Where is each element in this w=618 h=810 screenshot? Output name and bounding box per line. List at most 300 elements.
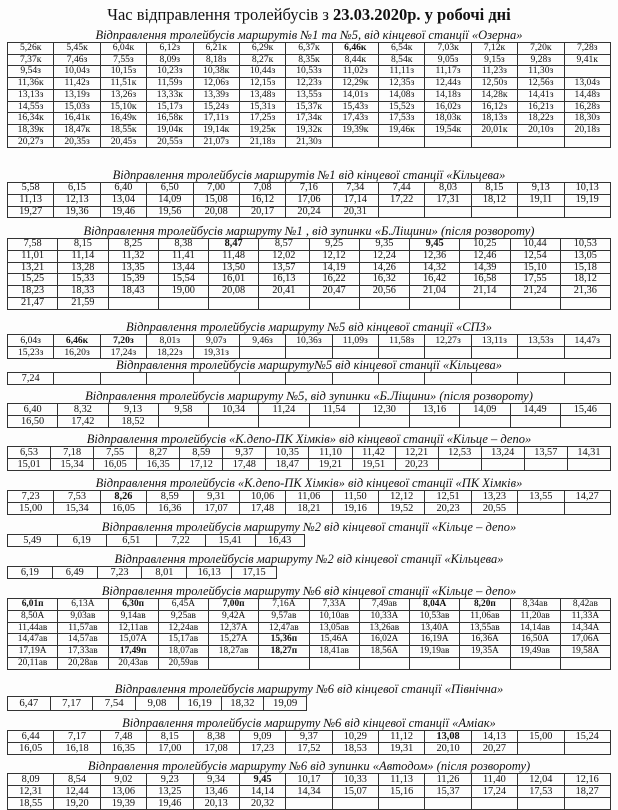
departure-time: 11,09з [332,335,378,347]
departure-time: 14,28к [471,89,517,101]
departure-time: 8,25 [108,239,158,251]
departure-time [332,136,378,148]
table-row [8,622,611,634]
departure-time: 11,59з [147,78,193,90]
departure-time: 9,13 [518,183,564,195]
departure-time: 15,31з [239,101,285,113]
departure-time: 11,17з [425,66,471,78]
departure-time: 8,27 [137,447,180,459]
departure-time [564,66,611,78]
departure-time: 13,05 [560,250,610,262]
departure-time: 16,05 [94,459,137,471]
schedule-table [7,238,611,310]
departure-time: 15,00 [8,503,54,515]
departure-time: 13,05ав [309,622,359,634]
departure-time: 12,29к [332,78,378,90]
departure-time [518,136,564,148]
departure-time: 21,24 [510,286,560,298]
departure-time: 8,59 [180,447,223,459]
departure-time [259,416,309,428]
departure-time: 10,35 [266,447,309,459]
departure-time: 21,59 [58,297,108,309]
departure-time: 19,21 [309,459,352,471]
departure-time: 13,04 [100,194,146,206]
departure-time: 16,41к [54,113,100,125]
departure-time: 7,00п [209,599,259,611]
departure-time: 9,08 [136,697,179,711]
departure-time: 19,14к [193,124,239,136]
departure-time: 18,03к [425,113,471,125]
departure-time: 12,13 [54,194,100,206]
schedule-table [7,182,611,218]
departure-time: 19,46 [147,798,193,810]
departure-time: 10,29 [332,731,378,743]
departure-time: 7,12к [471,43,517,55]
departure-time [460,297,510,309]
departure-time: 11,57ав [58,622,108,634]
schedule-table [7,598,611,670]
departure-time: 12,12 [309,250,359,262]
departure-time: 20,55з [147,136,193,148]
schedule-table [7,403,611,428]
departure-time: 8,42ав [560,599,610,611]
departure-time: 9,28з [518,54,564,66]
departure-time: 8,32 [58,404,108,416]
departure-time: 17,48 [223,459,266,471]
departure-time [410,416,460,428]
table-row [8,731,611,743]
departure-time: 18,13з [471,113,517,125]
departure-time: 5,49 [8,535,58,547]
departure-time [564,373,611,385]
departure-time: 19,36 [54,206,100,218]
departure-time [438,459,481,471]
departure-time: 11,36к [8,78,54,90]
departure-time [286,347,332,359]
departure-time: 19,20 [54,798,100,810]
departure-time: 20,10 [425,743,471,755]
departure-time: 12,24 [359,250,409,262]
departure-time: 6,47 [8,697,51,711]
departure-time: 16,13 [187,567,232,579]
departure-time: 16,35 [100,743,146,755]
departure-time: 6,40 [8,404,58,416]
departure-time [209,657,259,669]
departure-time: 18,07ав [158,646,208,658]
table-row [8,239,611,251]
departure-time: 16,19А [410,634,460,646]
departure-time: 15,07А [108,634,158,646]
departure-time [564,136,611,148]
departure-time: 18,39к [8,124,54,136]
departure-time: 19,27 [8,206,54,218]
table-row [8,124,611,136]
departure-time [460,657,510,669]
section-title: Відправлення тролейбусів маршруту №5 від кінцевої станції «СПЗ» [125,320,492,334]
departure-time [564,503,611,515]
departure-time: 15,27А [209,634,259,646]
departure-time: 12,11ав [108,622,158,634]
departure-time: 18,27п [259,646,309,658]
departure-time: 11,02з [332,66,378,78]
departure-time: 7,46з [54,54,100,66]
table-row [8,373,611,385]
table-row [8,206,611,218]
table-row [8,786,611,798]
departure-time: 6,19 [57,535,107,547]
departure-time: 13,48з [239,89,285,101]
schedule-table [7,42,611,148]
departure-time: 20,45з [100,136,146,148]
departure-time: 11,58з [379,335,425,347]
departure-time: 13,35 [108,262,158,274]
departure-time: 14,48з [564,89,611,101]
departure-time: 19,51 [352,459,395,471]
departure-time: 16,50 [8,416,58,428]
departure-time [510,416,560,428]
departure-time: 7,24 [8,373,54,385]
departure-time [309,657,359,669]
departure-time: 17,33ав [58,646,108,658]
departure-time: 16,05 [8,743,54,755]
departure-time: 9,54з [8,66,54,78]
departure-time [309,416,359,428]
departure-time: 20,43ав [108,657,158,669]
table-row [8,66,611,78]
departure-time: 10,25 [460,239,510,251]
departure-time: 21,30з [286,136,332,148]
table-row [8,101,611,113]
departure-time: 7,08 [239,183,285,195]
departure-time: 16,22 [309,274,359,286]
departure-time: 12,23з [286,78,332,90]
departure-time: 16,58 [460,274,510,286]
table-row [8,136,611,148]
schedule-table [7,534,305,547]
departure-time: 11,51к [100,78,146,90]
departure-time: 8,34ав [510,599,560,611]
departure-time: 17,43з [332,113,378,125]
departure-time: 6,04з [8,335,54,347]
departure-time [209,416,259,428]
departure-time: 14,49 [510,404,560,416]
departure-time: 10,17 [286,774,332,786]
departure-time: 16,19 [178,697,221,711]
departure-time: 15,37к [286,101,332,113]
departure-time: 20,35з [54,136,100,148]
departure-time: 20,10з [518,124,564,136]
departure-time [54,373,100,385]
departure-time [425,373,471,385]
departure-time: 12,36 [410,250,460,262]
departure-time: 13,23 [471,491,517,503]
departure-time: 20,31 [332,206,378,218]
departure-time: 10,33А [359,610,409,622]
departure-time: 7,22 [156,535,206,547]
departure-time: 7,44 [379,183,425,195]
table-row [8,610,611,622]
departure-time: 18,52 [108,416,158,428]
departure-time: 14,32 [410,262,460,274]
departure-time: 14,08з [379,89,425,101]
departure-time: 13,39з [193,89,239,101]
section-title: Відправлення тролейбусів маршруту №6 від кінцевої станції «Північна» [114,682,504,696]
table-row [8,194,611,206]
departure-time [100,373,146,385]
departure-time: 13,08 [425,731,471,743]
departure-time: 19,58А [560,646,610,658]
departure-time: 8,27к [239,54,285,66]
departure-time: 19,49ав [510,646,560,658]
departure-time: 20,08 [193,206,239,218]
departure-time: 19,19 [564,194,611,206]
departure-time: 14,01з [332,89,378,101]
departure-time: 9,15з [471,54,517,66]
departure-time: 11,30з [518,66,564,78]
departure-time: 13,06 [100,786,146,798]
departure-time: 14,09 [460,404,510,416]
table-row [8,743,611,755]
departure-time [560,416,610,428]
departure-time: 5,45к [54,43,100,55]
departure-time: 16,02з [425,101,471,113]
departure-time [518,798,564,810]
departure-time: 12,47ав [259,622,309,634]
departure-time [359,416,409,428]
schedule-table [7,696,307,711]
departure-time: 13,55 [518,491,564,503]
departure-time: 6,13А [58,599,108,611]
departure-time: 14,34А [560,622,610,634]
departure-time: 5,58 [8,183,54,195]
departure-time: 21,14 [460,286,510,298]
departure-time: 8,09 [8,774,54,786]
departure-time [460,416,510,428]
departure-time: 17,53 [518,786,564,798]
departure-time: 15,25 [8,274,58,286]
departure-time: 13,28 [58,262,108,274]
departure-time: 15,43з [332,101,378,113]
departure-time [564,206,611,218]
table-row [8,535,305,547]
departure-time: 7,20к [518,43,564,55]
departure-time: 14,09 [147,194,193,206]
departure-time: 18,33 [58,286,108,298]
departure-time: 18,32 [221,697,264,711]
departure-time: 19,16 [332,503,378,515]
departure-time: 20,27з [8,136,54,148]
table-row [8,78,611,90]
section-title: Відправлення тролейбусів маршруту №6 від кінцевої станції «Аміак» [122,716,496,730]
departure-time [510,297,560,309]
departure-time: 6,46к [332,43,378,55]
departure-time: 9,31 [193,491,239,503]
departure-time: 17,07 [193,503,239,515]
departure-time: 18,55 [8,798,54,810]
schedule-table [7,446,611,471]
departure-time: 17,15 [232,567,277,579]
table-row [8,774,611,786]
departure-time: 11,13 [8,194,54,206]
departure-time [471,136,517,148]
departure-time: 9,57ав [259,610,309,622]
departure-time: 15,16 [379,786,425,798]
departure-time: 6,51 [107,535,157,547]
departure-time: 10,44 [510,239,560,251]
departure-time: 7,16А [259,599,309,611]
departure-time: 16,02А [359,634,409,646]
departure-time: 9,05з [425,54,471,66]
departure-time: 12,02 [259,250,309,262]
departure-time: 9,34 [193,774,239,786]
departure-time: 14,34 [286,786,332,798]
departure-time: 11,13 [379,774,425,786]
departure-time: 19,56 [147,206,193,218]
departure-time: 11,01 [8,250,58,262]
departure-time: 16,28з [564,101,611,113]
departure-time: 17,22 [379,194,425,206]
table-row [8,43,611,55]
departure-time: 16,42 [410,274,460,286]
table-row [8,54,611,66]
section-title: Відправлення тролейбусів маршруту №6 від кінцевої станції «Кільце – депо» [101,584,517,598]
departure-time: 21,47 [8,297,58,309]
departure-time: 7,49ав [359,599,409,611]
departure-time: 18,47к [54,124,100,136]
departure-time: 11,23з [471,66,517,78]
departure-time: 17,19А [8,646,58,658]
departure-time: 20,08 [209,286,259,298]
departure-time: 9,58 [158,404,208,416]
departure-time [560,657,610,669]
departure-time: 11,44ав [8,622,58,634]
departure-time: 7,17 [50,697,93,711]
departure-time: 8,59 [147,491,193,503]
departure-time: 8,01 [142,567,187,579]
table-row [8,297,611,309]
departure-time [518,503,564,515]
departure-time: 7,23 [8,491,54,503]
departure-time: 6,46к [54,335,100,347]
departure-time: 13,57 [524,447,567,459]
departure-time: 7,34 [332,183,378,195]
departure-time: 8,20п [460,599,510,611]
departure-time: 17,11з [193,113,239,125]
departure-time: 8,03 [425,183,471,195]
departure-time: 16,49к [100,113,146,125]
departure-time: 20,59ав [158,657,208,669]
departure-time: 17,25з [239,113,285,125]
departure-time: 12,24ав [158,622,208,634]
departure-time: 13,19з [54,89,100,101]
table-row [8,567,277,579]
departure-time: 11,42з [54,78,100,90]
departure-time: 8,38 [158,239,208,251]
departure-time: 14,27 [564,491,611,503]
departure-time [410,297,460,309]
departure-time: 15,41 [206,535,256,547]
departure-time: 13,16 [410,404,460,416]
departure-time: 17,23 [239,743,285,755]
departure-time: 10,38к [193,66,239,78]
departure-time: 17,49п [108,646,158,658]
departure-time: 15,39 [108,274,158,286]
departure-time: 14,47з [564,335,611,347]
departure-time: 13,33к [147,89,193,101]
departure-time [425,347,471,359]
section-title: Відправлення тролейбусів маршруту №6 від зупинки «Автодом» (після розвороту) [87,759,531,773]
departure-time: 17,06 [286,194,332,206]
departure-time: 19,31 [379,743,425,755]
departure-time [379,136,425,148]
departure-time: 12,50з [471,78,517,90]
departure-time: 12,44 [54,786,100,798]
departure-time: 14,47ав [8,634,58,646]
departure-time: 15,07 [332,786,378,798]
departure-time: 10,53з [286,66,332,78]
table-row [8,798,611,810]
departure-time: 9,45 [410,239,460,251]
departure-time: 9,02 [100,774,146,786]
departure-time: 17,14 [332,194,378,206]
departure-time: 13,40А [410,622,460,634]
departure-time [425,798,471,810]
departure-time: 17,55 [510,274,560,286]
departure-time: 8,09з [147,54,193,66]
departure-time: 16,12 [239,194,285,206]
departure-time: 7,03к [425,43,471,55]
departure-time: 17,06А [560,634,610,646]
departure-time: 10,04з [54,66,100,78]
departure-time: 6,30п [108,599,158,611]
departure-time: 14,13 [471,731,517,743]
departure-time [379,798,425,810]
departure-time [286,373,332,385]
section-title: Відправлення тролейбусів «К.депо-ПК Хімків» від кінцевої станції «ПК Хімків» [95,476,523,490]
departure-time: 16,36А [460,634,510,646]
departure-time [309,297,359,309]
table-row [8,89,611,101]
departure-time: 16,20з [54,347,100,359]
departure-time: 7,23 [97,567,142,579]
departure-time: 18,12 [471,194,517,206]
table-row [8,183,611,195]
departure-time [567,459,610,471]
departure-time [379,347,425,359]
departure-time: 15,10 [510,262,560,274]
departure-time: 18,55к [100,124,146,136]
departure-time: 19,35А [460,646,510,658]
departure-time: 11,06 [286,491,332,503]
departure-time: 13,55ав [460,622,510,634]
section-title: Відправлення тролейбусів маршруту №2 від кінцевої станції «Кільцева» [114,552,504,566]
departure-time: 18,30з [564,113,611,125]
departure-time: 11,10 [309,447,352,459]
departure-time: 8,04А [410,599,460,611]
departure-time: 11,20ав [510,610,560,622]
departure-time: 13,11з [471,335,517,347]
table-row [8,491,611,503]
departure-time: 9,13 [108,404,158,416]
departure-time: 19,52 [379,503,425,515]
departure-time: 12,35з [379,78,425,90]
departure-time: 11,26 [425,774,471,786]
departure-time: 12,51 [425,491,471,503]
departure-time: 20,55 [471,503,517,515]
departure-time: 20,23 [395,459,438,471]
schedule-table [7,372,611,385]
departure-time: 18,12 [560,274,610,286]
